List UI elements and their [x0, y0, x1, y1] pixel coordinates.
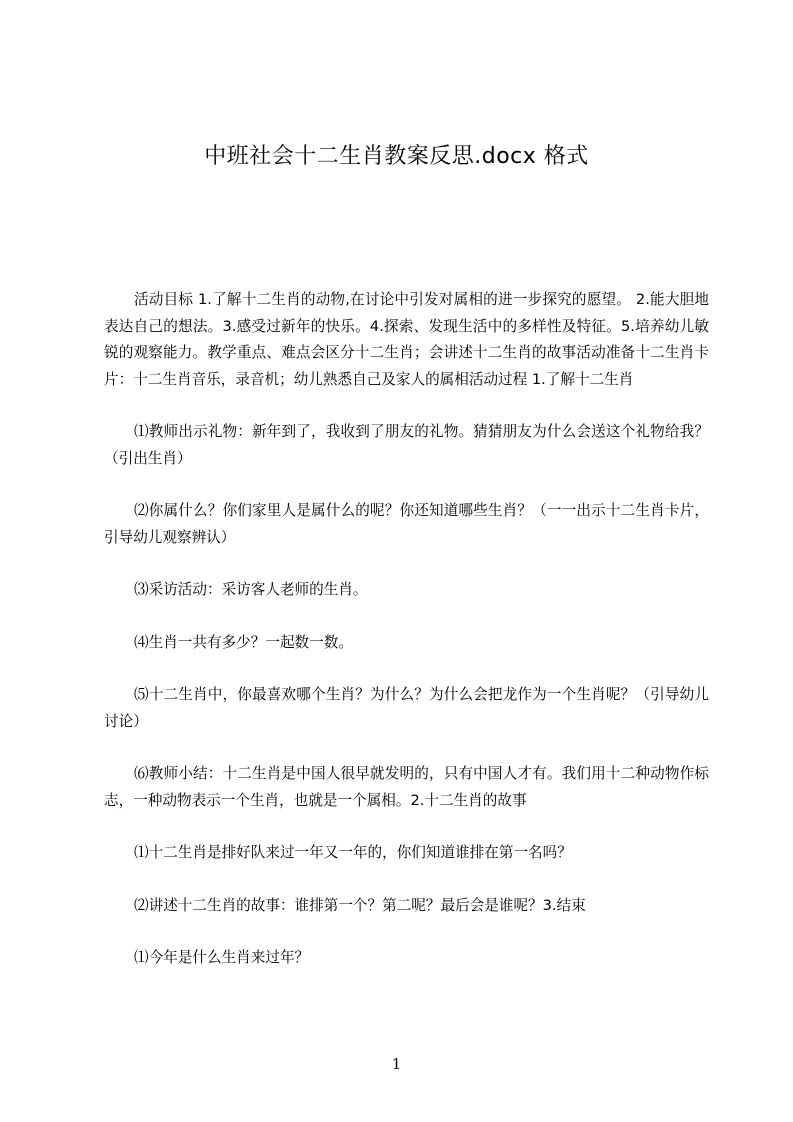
paragraph-step-3-1: ⑴今年是什么生肖来过年？ — [134, 949, 310, 966]
paragraph-step-1-3: ⑶采访活动：采访客人老师的生肖。 — [134, 581, 368, 598]
paragraph-step-1-5: ⑸十二生肖中，你最喜欢哪个生肖？为什么？为什么会把龙作为一个生肖呢？（引导幼儿讨论） — [104, 686, 709, 730]
paragraph-step-1-2: ⑵你属什么？你们家里人是属什么的呢？你还知道哪些生肖？（一一出示十二生肖卡片，引导幼儿观察辨认） — [104, 502, 709, 546]
paragraph-step-1-1: ⑴教师出示礼物：新年到了，我收到了朋友的礼物。猜猜朋友为什么会送这个礼物给我？（引出生肖） — [104, 423, 709, 467]
document-body — [104, 287, 709, 972]
document-title: 中班社会十二生肖教案反思.docx 格式 — [204, 144, 589, 169]
paragraph-activity-goals: 活动目标 1.了解十二生肖的动物,在讨论中引发对属相的进一步探究的愿望。 2.能大胆地表达自己的想法。3.感受过新年的快乐。4.探索、发现生活中的多样性及特征。5.培养幼儿敏锐的观察能力。教学重点、难点会区分十二生肖；会讲述十二生肖的故事活动准备十二生肖卡片：十二生肖音乐，录音机；幼儿熟悉自己及家人的属相活动过程 1.了解十二生肖 — [104, 291, 709, 388]
paragraph-step-2-1: ⑴十二生肖是排好队来过一年又一年的，你们知道谁排在第一名吗？ — [134, 844, 572, 861]
paragraph-step-2-2: ⑵讲述十二生肖的故事：谁排第一个？第二呢？最后会是谁呢？3.结束 — [134, 896, 586, 914]
paragraph-step-1-6: ⑹教师小结：十二生肖是中国人很早就发明的，只有中国人才有。我们用十二种动物作标志，一种动物表示一个生肖，也就是一个属相。2.十二生肖的故事 — [104, 765, 709, 809]
paragraph-step-1-4: ⑷生肖一共有多少？一起数一数。 — [134, 633, 353, 651]
page-number: 1 — [391, 1055, 402, 1073]
